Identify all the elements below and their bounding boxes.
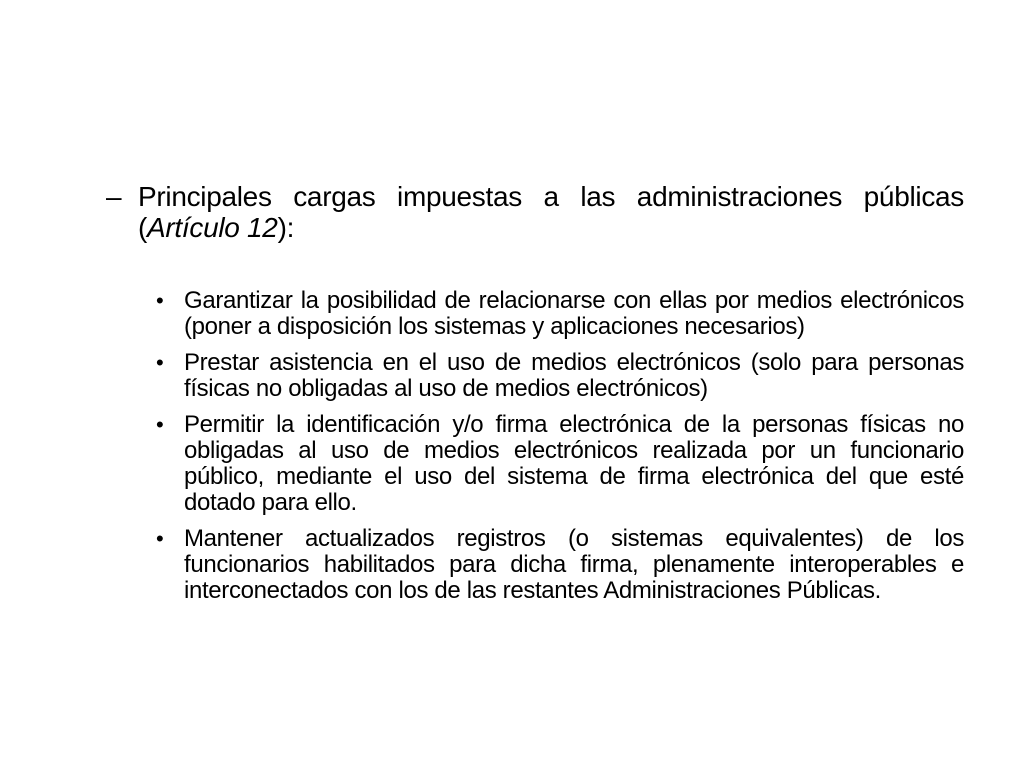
bullet-text: Prestar asistencia en el uso de medios electrónicos (solo para personas físicas no obligadas al uso de medios electrónicos) xyxy=(184,349,964,402)
bullet-icon: • xyxy=(156,526,164,551)
list-item xyxy=(156,412,964,516)
bullet-text: Permitir la identificación y/o firma electrónica de la personas físicas no obligadas al uso de medios electrónicos realizada por un funcionario público, mediante el uso del sistema de firma electrónica del que esté dotado para ello. xyxy=(184,411,964,516)
list-item xyxy=(156,288,964,340)
bullet-text: Mantener actualizados registros (o sistemas equivalentes) de los funcionarios habilitados para dicha firma, plenamente interoperables e interconectados con los de las restantes Administraciones Públicas. xyxy=(184,525,964,604)
heading-text xyxy=(138,181,964,243)
list-item xyxy=(156,526,964,604)
heading-text-start: Principales cargas impuestas a las administraciones públicas ( xyxy=(138,181,964,243)
bullet-list xyxy=(156,288,964,614)
heading-text-end: ): xyxy=(277,212,295,243)
bullet-icon: • xyxy=(156,288,164,313)
heading-article-reference: Artículo 12 xyxy=(147,212,278,243)
bullet-icon: • xyxy=(156,412,164,437)
list-item xyxy=(156,350,964,402)
dash-marker: – xyxy=(106,181,122,212)
bullet-text: Garantizar la posibilidad de relacionarse con ellas por medios electrónicos (poner a disposición los sistemas y aplicaciones necesarios) xyxy=(184,287,964,340)
bullet-icon: • xyxy=(156,350,164,375)
heading-item xyxy=(106,181,964,243)
